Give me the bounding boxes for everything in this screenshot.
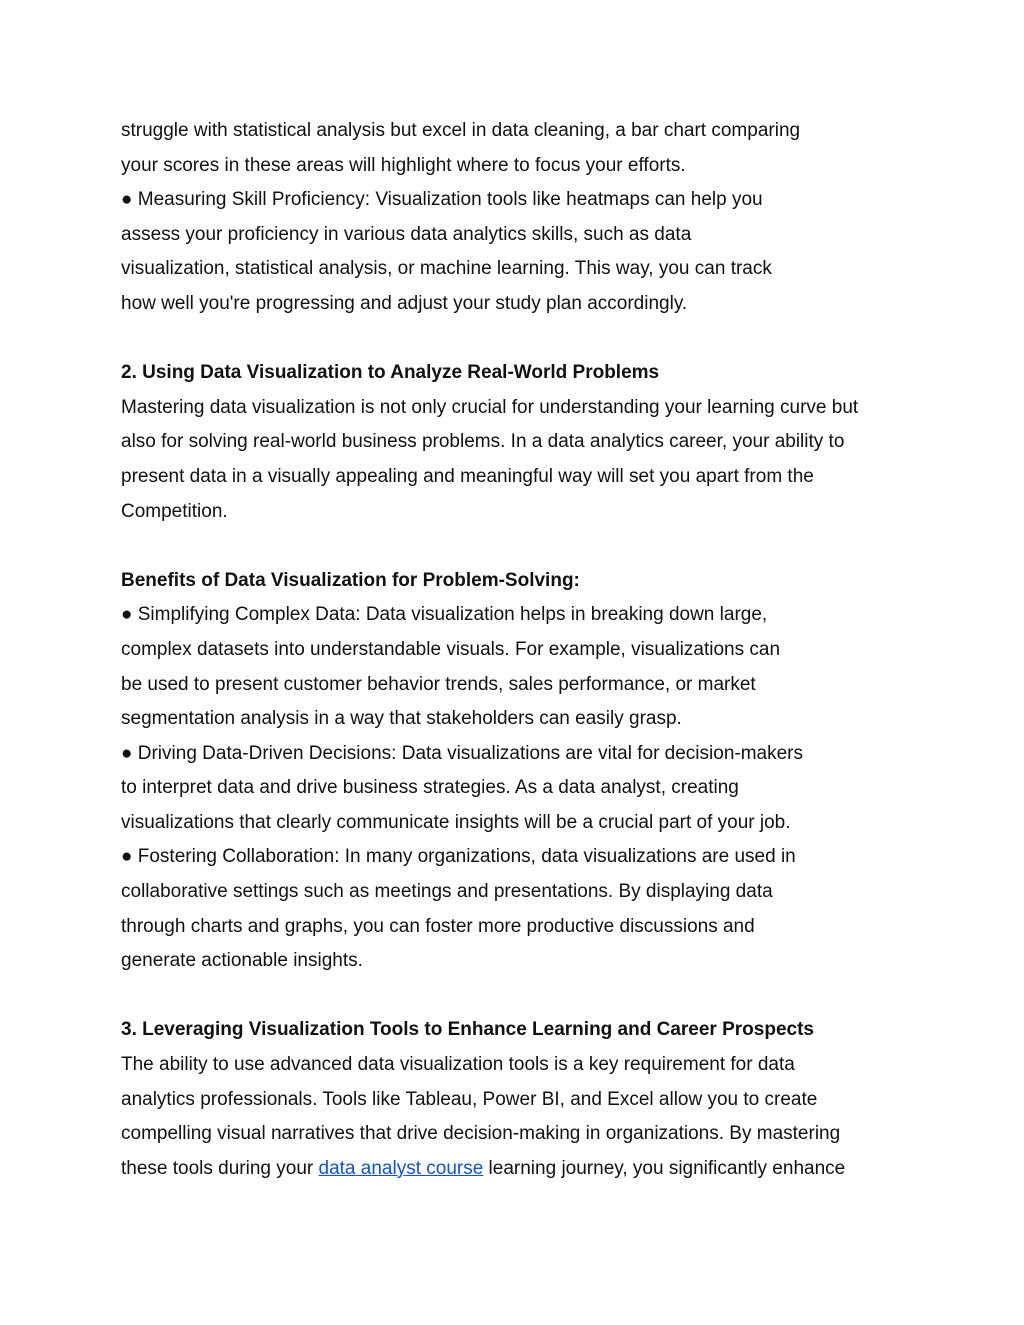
bullet-item-fostering-collaboration: ● Fostering Collaboration: In many organizations, data visualizations are used in xyxy=(121,846,796,868)
text-line: complex datasets into understandable visuals. For example, visualizations can xyxy=(121,638,781,660)
text-line: to interpret data and drive business strategies. As a data analyst, creating xyxy=(121,777,739,799)
text-line: The ability to use advanced data visualization tools is a key requirement for data xyxy=(121,1054,795,1076)
paragraph-spacer xyxy=(121,529,921,564)
text-line: visualization, statistical analysis, or machine learning. This way, you can track xyxy=(121,258,772,280)
text-line: struggle with statistical analysis but excel in data cleaning, a bar chart comparing xyxy=(121,120,801,141)
text-line: be used to present customer behavior trends, sales performance, or market xyxy=(121,673,756,695)
text-line: segmentation analysis in a way that stakeholders can easily grasp. xyxy=(121,708,682,730)
benefits-section xyxy=(121,564,921,979)
document-page xyxy=(121,114,921,1186)
paragraph-spacer xyxy=(121,979,921,1014)
text-line: through charts and graphs, you can foster more productive discussions and xyxy=(121,915,755,937)
text-before-link: these tools during your xyxy=(121,1157,319,1179)
bullet-item-measuring-skill: ● Measuring Skill Proficiency: Visualization tools like heatmaps can help you xyxy=(121,189,763,211)
bullet-item-driving-decisions: ● Driving Data-Driven Decisions: Data visualizations are vital for decision-makers xyxy=(121,742,803,764)
text-line: Competition. xyxy=(121,500,228,522)
section-2 xyxy=(121,356,921,529)
text-line-with-link xyxy=(121,1152,921,1187)
intro-paragraph xyxy=(121,114,921,322)
text-line: also for solving real-world business problems. In a data analytics career, your ability to xyxy=(121,431,845,453)
text-after-link: learning journey, you significantly enhance xyxy=(483,1157,846,1179)
text-line: present data in a visually appealing and meaningful way will set you apart from the xyxy=(121,465,814,487)
subsection-heading: Benefits of Data Visualization for Problem-Solving: xyxy=(121,569,580,591)
text-line: your scores in these areas will highlight where to focus your efforts. xyxy=(121,154,686,176)
section-heading: 2. Using Data Visualization to Analyze Real-World Problems xyxy=(121,362,660,384)
text-line: compelling visual narratives that drive decision-making in organizations. By mastering xyxy=(121,1123,841,1145)
text-line: visualizations that clearly communicate insights will be a crucial part of your job. xyxy=(121,811,791,833)
text-line: Mastering data visualization is not only crucial for understanding your learning curve but xyxy=(121,396,859,418)
text-line: assess your proficiency in various data analytics skills, such as data xyxy=(121,223,692,245)
data-analyst-course-link[interactable]: data analyst course xyxy=(318,1157,484,1179)
text-line: collaborative settings such as meetings and presentations. By displaying data xyxy=(121,881,773,903)
text-line: generate actionable insights. xyxy=(121,950,363,972)
bullet-item-simplifying: ● Simplifying Complex Data: Data visualization helps in breaking down large, xyxy=(121,604,768,626)
text-line: how well you're progressing and adjust your study plan accordingly. xyxy=(121,292,688,314)
section-heading: 3. Leveraging Visualization Tools to Enhance Learning and Career Prospects xyxy=(121,1019,814,1041)
paragraph-spacer xyxy=(121,322,921,357)
text-line: analytics professionals. Tools like Tableau, Power BI, and Excel allow you to create xyxy=(121,1088,818,1110)
section-3 xyxy=(121,1013,921,1186)
